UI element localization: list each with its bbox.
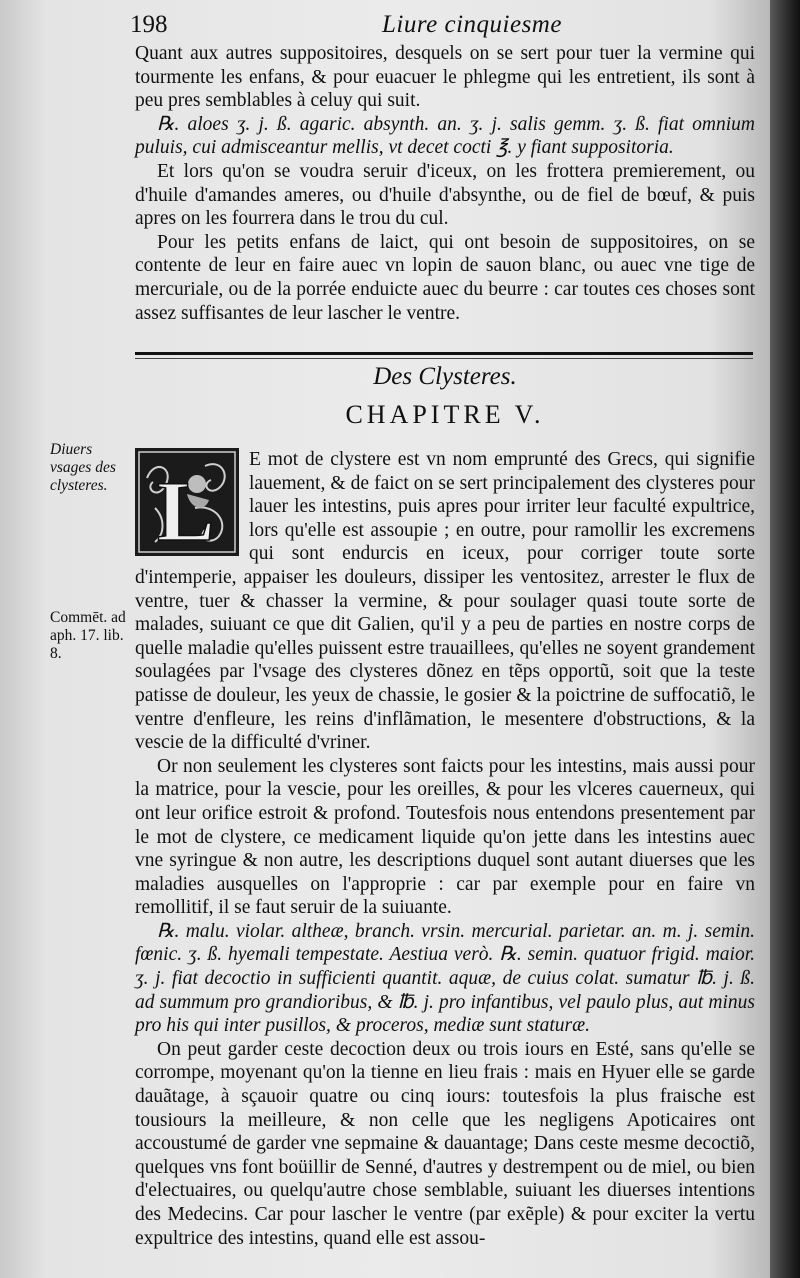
paragraph-usage: Et lors qu'on se voudra seruir d'iceux, on les frottera premierement, ou d'huile d'amandes ameres, ou d'huile d'absynthe, ou de fiel de bœuf, & puis apres on les fourrera dans le trou du cul.: [135, 160, 755, 230]
page-number: 198: [130, 11, 168, 38]
book-gutter-edge: [770, 0, 800, 1278]
running-head: Liure cinquiesme: [382, 11, 562, 38]
margin-note-commentary: Commēt. ad aph. 17. lib. 8.: [50, 609, 126, 662]
chapter-title: CHAPITRE V.: [345, 400, 545, 429]
page-header: [0, 8, 770, 38]
chapter-body: [135, 448, 755, 1250]
ornament-initial-icon: [135, 448, 239, 556]
paragraph-suppositoires: Quant aux autres suppositoires, desquels on se sert pour tuer la vermine qui tourmente les enfans, & pour euacuer le phlegme qui les entretient, ils sont à peu pres semblables à celuy qui suit.: [135, 43, 755, 112]
margin-note-usages: Diuers vsages des clysteres.: [50, 441, 116, 494]
paragraph-decoction: On peut garder ceste decoction deux ou trois iours en Esté, sans qu'elle se corrompe, moyenant qu'on la tienne en lieu frais : mais en Hyuer elle se garde dauãtage, à sçauoir quatre ou cinq iours: toutesfois la plus fraische est tousiours la meilleure, & non celle que les negligens Apoticaires ont accoustumé de garder vne sepmaine & dauantage; Dans ceste mesme decoctiõ, quelques vns font boüillir de Senné, d'autres y destrempent ou de miel, ou bien d'electuaires, ou quelqu'autre chose semblable, suiuant les diuerses intentions des Medecins. Car pour lascher le ventre (par exẽple) & pour exciter la vertu expultrice des intestins, quand elle est assou-: [135, 1038, 755, 1249]
top-section: [135, 42, 755, 325]
section-divider-thin: [135, 358, 753, 359]
recipe-remollitif: ℞. malu. violar. altheæ, branch. vrsin. mercurial. parietar. an. m. j. semin. fœnic. ʒ. ß. hyemali tempestate. Aestiua verò. ℞. semin. quatuor frigid. maior. ʒ. j. fiat decoctio in sufficienti quantit. aquæ, de cuius colat. sumatur ℔. j. ß. ad summum pro grandioribus, & ℔. j. pro infantibus, vel paulo plus, aut minus pro his qui inter pusillos, & proceros, mediæ sunt staturæ.: [135, 920, 755, 1037]
paragraph-clystere-uses: Or non seulement les clysteres sont faicts pour les intestins, mais aussi pour la matrice, pour la vescie, pour les oreilles, & pour les vlceres cauerneux, qui ont leur orifice estroit & profond. Toutesfois nous entendons presentement par le mot de clystere, ce medicament liquide qu'on jette dans les intestins auec vne syringue & non autre, les descriptions duquel sont autant diuerses que les maladies ausquelles on l'approprie : car par exemple pour en faire vn remollitif, il se faut seruir de la suiuante.: [135, 755, 755, 919]
decorated-initial-letter: [135, 448, 239, 556]
initial-letter-glyph: L: [157, 463, 215, 556]
paragraph-enfans: Pour les petits enfans de laict, qui ont besoin de suppositoires, on se contente de leur en faire auec vn lopin de sauon blanc, ou auec vne tige de mercuriale, ou de la porrée enduicte auec du beurre : car toutes ces choses sont assez suffisantes de leur lascher le ventre.: [135, 231, 755, 324]
section-divider: [135, 352, 753, 355]
paragraph-clystere-definition: E mot de clystere est vn nom emprunté des Grecs, qui signifie lauement, & de faict on se sert principalement des clysteres pour lauer les intestins, puis apres pour irriter leur faculté expultrice, lors qu'elle est assoupie ; en outre, pour ramollir les excremens qui sont endurcis en iceux, pour corriger toute sorte d'intemperie, appaiser les douleurs, dissiper les ventositez, arrester le flux de ventre, tuer & chasser la vermine, & pour soulager quasi toute sorte de malades, suiuant ce que dit Galien, qu'il y a peu de parties en nostre corps de quelle maladie qu'elles puissent estre trauaillees, qu'elles ne soyent grandement soulagées par l'vsage des clysteres dõnez en tẽps opportũ, soit que la teste patisse de douleur, les yeux de chassie, le gosier & la poictrine de suffocatiõ, le ventre d'enfleure, les reins d'inflãmation, le mesentere d'obstructions, & la vescie de la difficulté d'vriner.: [135, 449, 755, 754]
recipe-suppositoires: ℞. aloes ʒ. j. ß. agaric. absynth. an. ʒ. j. salis gemm. ʒ. ß. fiat omnium puluis, cui admisceantur mellis, vt decet cocti ℥. y fiant suppositoria.: [135, 113, 755, 159]
section-title: Des Clysteres.: [373, 363, 517, 390]
